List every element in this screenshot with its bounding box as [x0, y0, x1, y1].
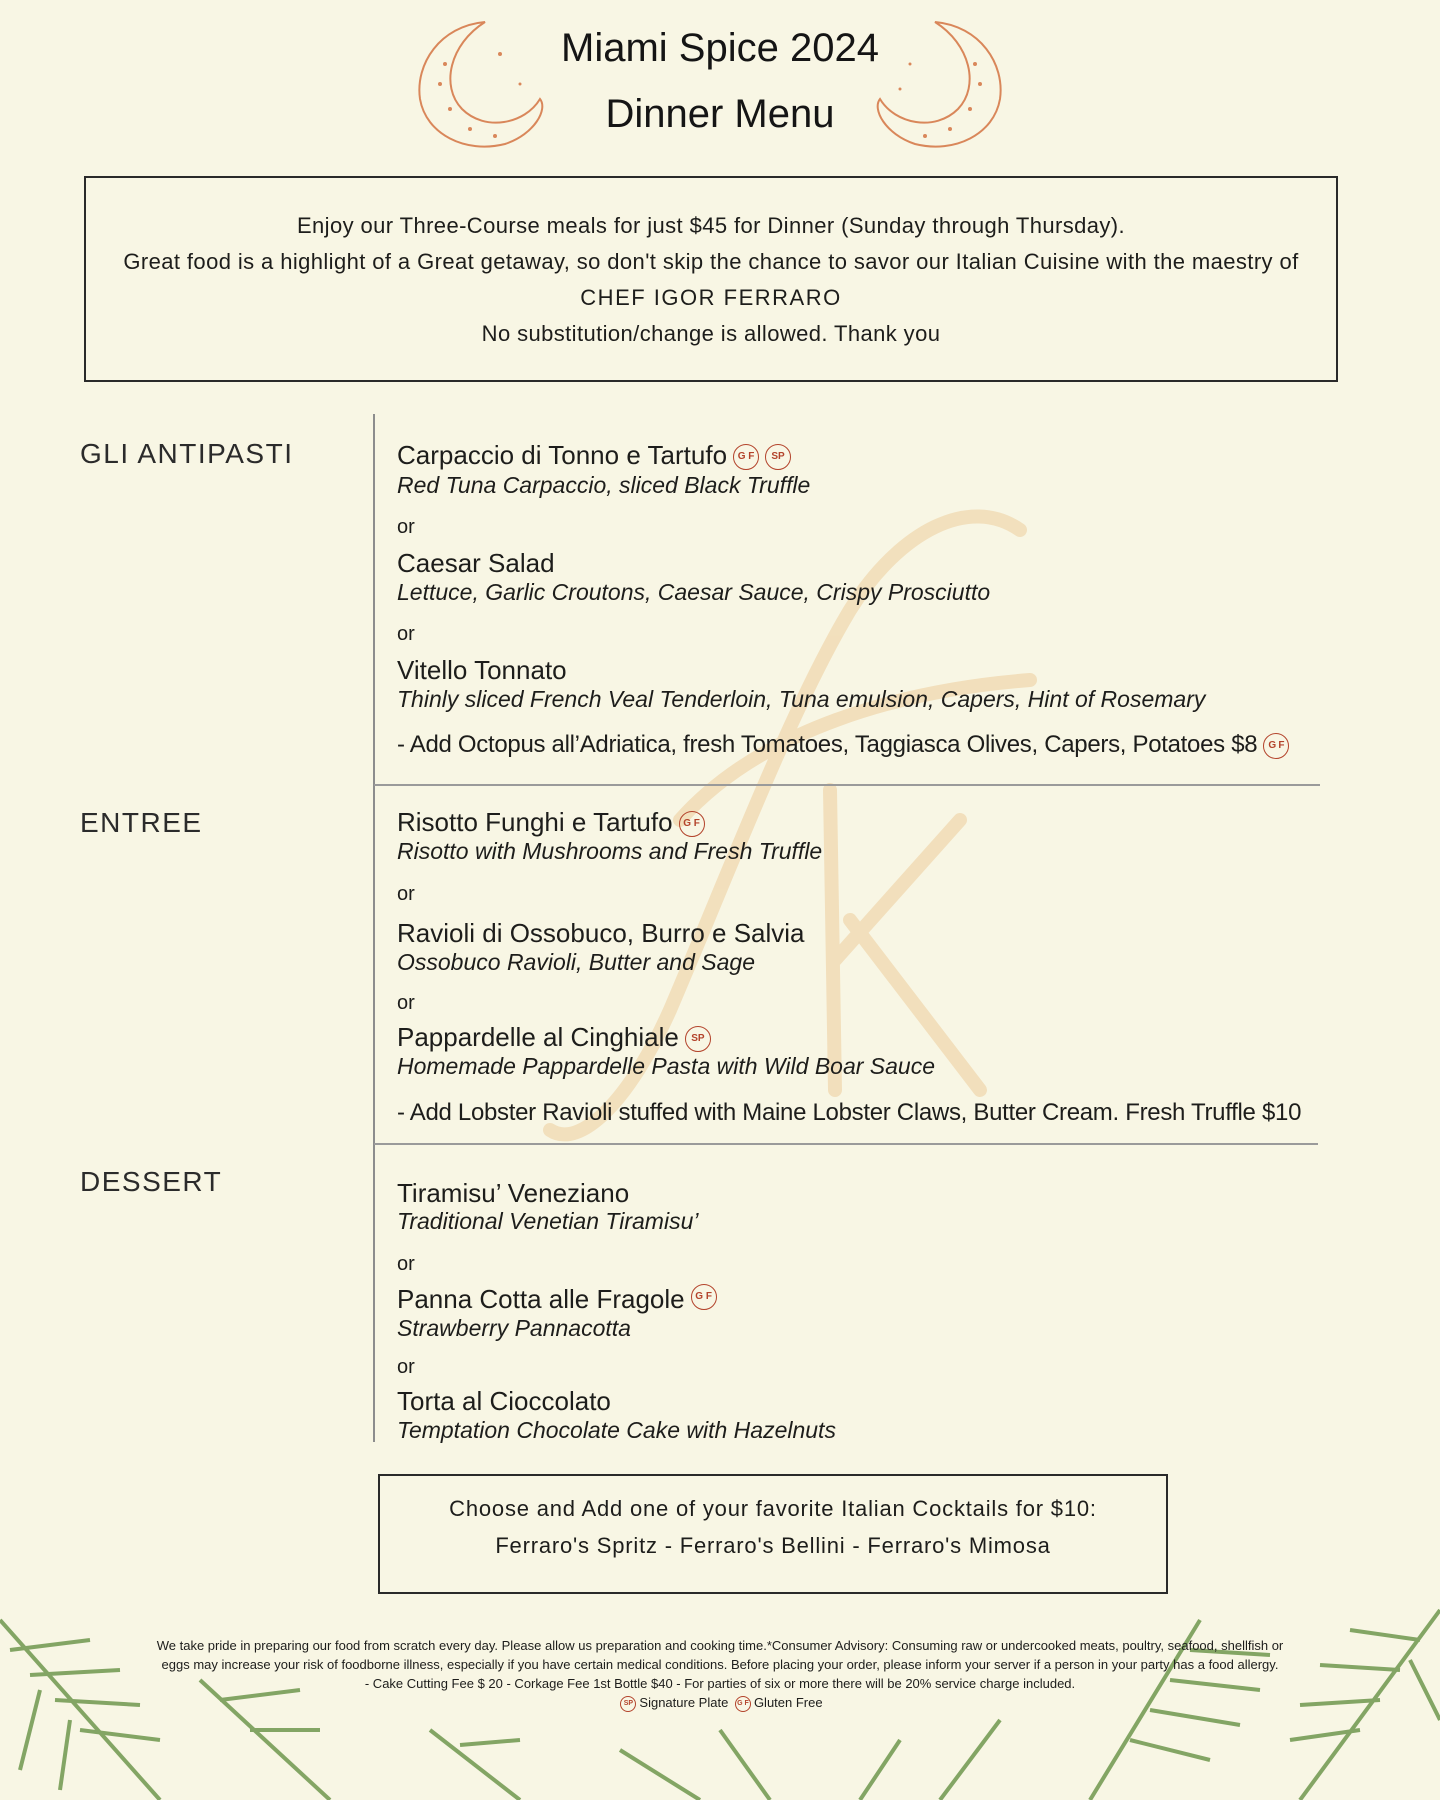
intro-line: Enjoy our Three-Course meals for just $45 for Dinner (Sunday through Thursday).: [296, 213, 1126, 238]
gluten-free-icon: G F: [735, 1696, 751, 1712]
section-divider-vertical: [373, 414, 375, 1442]
signature-plate-icon: SP: [620, 1696, 636, 1712]
dish-name-text: Carpaccio di Tonno e Tartufo: [397, 440, 728, 470]
footer-legend: [30, 1693, 1410, 1712]
add-on-option: - Add Lobster Ravioli stuffed with Maine Lobster Claws, Butter Cream. Fresh Truffle $10: [397, 1099, 1302, 1126]
gluten-free-icon: G F: [691, 1284, 717, 1310]
section-label-dessert: DESSERT: [80, 1166, 223, 1197]
or-separator: or: [397, 623, 415, 645]
add-on-option: [397, 731, 1289, 759]
cocktail-offer-text: Choose and Add one of your favorite Italian Cocktails for $10:: [449, 1496, 1097, 1521]
intro-line: Great food is a highlight of a Great getaway, so don't skip the chance to savor our Italian Cuisine with the maestry of: [123, 249, 1299, 274]
footer-line: - Cake Cutting Fee $ 20 - Corkage Fee 1st Bottle $40 - For parties of six or more there will be 20% service charge included.: [364, 1676, 1076, 1691]
dish-description: Lettuce, Garlic Croutons, Caesar Sauce, Crispy Prosciutto: [397, 579, 991, 605]
footer-line: We take pride in preparing our food from scratch every day. Please allow us preparation and cooking time.*Consumer Advisory: Consuming raw or undercooked meats, poultry, seafood, shellfish or: [156, 1638, 1284, 1653]
gluten-free-icon: G F: [1263, 733, 1289, 759]
section-divider: [374, 784, 1320, 786]
dish-description: Ossobuco Ravioli, Butter and Sage: [397, 949, 755, 975]
dish-name: [397, 1284, 717, 1315]
or-separator: or: [397, 883, 415, 905]
dish-name: Tiramisu’ Veneziano: [397, 1178, 630, 1208]
or-separator: or: [397, 1253, 415, 1275]
or-separator: or: [397, 516, 415, 538]
footer-disclaimer: [30, 1636, 1410, 1712]
legend-gluten-free: Gluten Free: [753, 1695, 823, 1710]
dish-description: Homemade Pappardelle Pasta with Wild Boar Sauce: [397, 1053, 936, 1079]
dish-name-text: Pappardelle al Cinghiale: [397, 1022, 679, 1052]
section-divider: [374, 1143, 1318, 1145]
chef-name: CHEF IGOR FERRARO: [580, 285, 842, 310]
section-label-entree: ENTREE: [80, 807, 203, 838]
or-separator: or: [397, 992, 415, 1014]
or-separator: or: [397, 1356, 415, 1378]
footer-line: eggs may increase your risk of foodborne illness, especially if you have certain medical conditions. Before placing your order, please inform your server if a person in your party has a food allergy.: [161, 1657, 1279, 1672]
signature-plate-icon: SP: [765, 444, 791, 470]
dish-name: Caesar Salad: [397, 548, 555, 578]
cocktail-offer-box: [378, 1474, 1168, 1594]
dish-name: [397, 807, 705, 838]
dish-description: Risotto with Mushrooms and Fresh Truffle: [397, 838, 823, 864]
cocktail-list: Ferraro's Spritz - Ferraro's Bellini - Ferraro's Mimosa: [495, 1533, 1051, 1558]
intro-box: [84, 176, 1338, 382]
page-subtitle: Dinner Menu: [605, 92, 835, 136]
legend-signature-plate: Signature Plate: [639, 1695, 729, 1710]
section-label-antipasti: GLI ANTIPASTI: [80, 438, 294, 469]
dish-name: Ravioli di Ossobuco, Burro e Salvia: [397, 918, 805, 948]
add-on-text: - Add Octopus all’Adriatica, fresh Tomatoes, Taggiasca Olives, Capers, Potatoes $8: [397, 731, 1258, 758]
dish-name: [397, 440, 791, 471]
dish-name: Vitello Tonnato: [397, 655, 567, 685]
dish-description: Traditional Venetian Tiramisu’: [397, 1208, 699, 1234]
gluten-free-icon: G F: [679, 811, 705, 837]
dish-description: Strawberry Pannacotta: [397, 1315, 631, 1341]
dish-name-text: Panna Cotta alle Fragole: [397, 1284, 685, 1314]
dish-name: Torta al Cioccolato: [397, 1386, 611, 1416]
gluten-free-icon: G F: [733, 444, 759, 470]
page-title: Miami Spice 2024: [561, 26, 879, 70]
signature-plate-icon: SP: [685, 1026, 711, 1052]
dish-description: Thinly sliced French Veal Tenderloin, Tuna emulsion, Capers, Hint of Rosemary: [397, 686, 1206, 712]
dish-description: Red Tuna Carpaccio, sliced Black Truffle: [397, 472, 811, 498]
dish-name-text: Risotto Funghi e Tartufo: [397, 807, 673, 837]
dish-name: [397, 1022, 711, 1053]
dish-description: Temptation Chocolate Cake with Hazelnuts: [397, 1417, 836, 1443]
intro-line: No substitution/change is allowed. Thank you: [481, 321, 941, 346]
